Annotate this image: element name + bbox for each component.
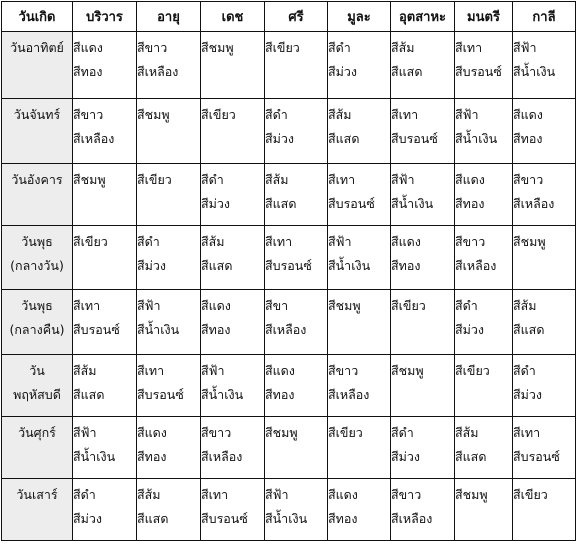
color-label: สีฟ้า [73, 425, 97, 440]
color-label: สีเหลือง [513, 196, 555, 211]
color-cell [73, 290, 137, 355]
color-cell [455, 32, 513, 99]
color-label: สีเหลือง [73, 131, 115, 146]
color-cell [513, 290, 576, 355]
color-cell [391, 32, 455, 99]
color-label: สีชมพู [73, 172, 106, 187]
color-label: สีแสด [328, 131, 360, 146]
color-cell [201, 355, 265, 417]
color-cell [391, 226, 455, 290]
color-cell [328, 417, 391, 479]
color-label: สีแดง [328, 487, 358, 502]
day-label: (กลางวัน) [10, 258, 64, 273]
day-label: วันจันทร์ [13, 107, 61, 122]
day-label: วันอาทิตย์ [10, 40, 64, 55]
color-label: สีน้ำเงิน [391, 196, 434, 211]
color-label: สีขาว [137, 40, 168, 55]
color-label: สีแสด [73, 387, 105, 402]
color-label: สีแดง [265, 363, 295, 378]
header-boriwan: บริวาร [73, 2, 137, 32]
header-montri: มนตรี [455, 2, 513, 32]
table-row [2, 164, 576, 226]
color-cell [328, 32, 391, 99]
header-utsaha: อุตสาหะ [391, 2, 455, 32]
color-label: สีทอง [137, 449, 167, 464]
color-cell [328, 164, 391, 226]
day-label: (กลางคืน) [9, 322, 65, 337]
color-label: สีบรอนซ์ [73, 322, 120, 337]
color-label: สีทอง [73, 64, 103, 79]
color-cell [137, 479, 201, 541]
color-cell [265, 355, 328, 417]
color-label: สีแดง [455, 172, 485, 187]
color-cell [455, 164, 513, 226]
color-cell [201, 226, 265, 290]
color-cell [201, 417, 265, 479]
color-label: สีชมพู [391, 363, 424, 378]
color-cell [201, 32, 265, 99]
day-label: วันพุธ [21, 234, 53, 249]
color-label: สีฟ้า [201, 363, 225, 378]
color-label: สีบรอนซ์ [137, 387, 184, 402]
color-label: สีเขียว [137, 172, 172, 187]
color-label: สีฟ้า [265, 487, 289, 502]
color-label: สีเทา [73, 298, 101, 313]
color-cell [391, 290, 455, 355]
table-row [2, 417, 576, 479]
table-row [2, 479, 576, 541]
color-label: สีแสด [265, 196, 297, 211]
color-label: สีขาว [455, 234, 486, 249]
color-label: สีส้ม [328, 107, 352, 122]
color-cell [265, 32, 328, 99]
color-label: สีดำ [513, 363, 536, 378]
color-label: สีแดง [73, 40, 103, 55]
color-cell [265, 99, 328, 164]
color-label: สีดำ [265, 107, 288, 122]
color-label: สีดำ [391, 425, 414, 440]
header-det: เดช [201, 2, 265, 32]
color-cell [265, 479, 328, 541]
color-cell [265, 290, 328, 355]
color-cell [328, 479, 391, 541]
color-label: สีขาว [513, 172, 544, 187]
color-cell [201, 164, 265, 226]
color-label: สีดำ [201, 172, 224, 187]
color-label: สีส้ม [73, 363, 97, 378]
color-label: สีเทา [201, 487, 229, 502]
color-label: สีเขียว [328, 425, 363, 440]
color-label: สีม่วง [391, 449, 420, 464]
color-cell [201, 479, 265, 541]
color-label: สีบรอนซ์ [455, 64, 502, 79]
color-label: สีน้ำเงิน [201, 387, 244, 402]
day-cell [2, 290, 73, 355]
color-cell [455, 479, 513, 541]
day-label: พฤหัสบดี [13, 387, 61, 402]
color-label: สีขา [265, 298, 289, 313]
color-label: สีบรอนซ์ [265, 258, 312, 273]
color-cell [73, 417, 137, 479]
color-label: สีม่วง [73, 511, 102, 526]
header-ayu: อายุ [137, 2, 201, 32]
color-label: สีแสด [137, 511, 169, 526]
color-label: สีเทา [137, 363, 165, 378]
day-label: วันอังคาร [11, 172, 63, 187]
color-label: สีเหลือง [265, 322, 307, 337]
color-label: สีเทา [265, 234, 293, 249]
color-label: สีบรอนซ์ [513, 449, 560, 464]
birthday-color-table [1, 1, 576, 541]
color-label: สีชมพู [201, 40, 234, 55]
day-cell [2, 417, 73, 479]
color-cell [137, 99, 201, 164]
color-label: สีน้ำเงิน [265, 511, 308, 526]
color-label: สีม่วง [137, 258, 166, 273]
color-label: สีส้ม [391, 40, 415, 55]
color-label: สีส้ม [137, 487, 161, 502]
color-label: สีบรอนซ์ [328, 196, 375, 211]
color-label: สีส้ม [265, 172, 289, 187]
color-cell [328, 99, 391, 164]
color-cell [513, 479, 576, 541]
color-label: สีน้ำเงิน [328, 258, 371, 273]
color-label: สีเหลือง [201, 449, 243, 464]
table-row [2, 99, 576, 164]
color-cell [73, 226, 137, 290]
color-cell [391, 417, 455, 479]
color-label: สีน้ำเงิน [455, 131, 498, 146]
color-label: สีเขียว [265, 40, 300, 55]
color-label: สีม่วง [265, 131, 294, 146]
color-label: สีเขียว [73, 234, 108, 249]
color-cell [328, 355, 391, 417]
color-label: สีน้ำเงิน [137, 322, 180, 337]
color-cell [137, 355, 201, 417]
color-label: สีแสด [201, 258, 233, 273]
color-cell [513, 164, 576, 226]
color-cell [455, 417, 513, 479]
color-label: สีชมพู [328, 298, 361, 313]
color-label: สีม่วง [455, 322, 484, 337]
table-row [2, 226, 576, 290]
color-label: สีแสด [513, 322, 545, 337]
color-cell [137, 32, 201, 99]
color-label: สีขาว [201, 425, 232, 440]
color-label: สีม่วง [201, 196, 230, 211]
color-label: สีฟ้า [137, 298, 161, 313]
color-label: สีส้ม [201, 234, 225, 249]
color-cell [513, 417, 576, 479]
color-label: สีดำ [137, 234, 160, 249]
color-cell [201, 99, 265, 164]
color-cell [265, 417, 328, 479]
color-cell [73, 32, 137, 99]
color-cell [391, 99, 455, 164]
color-label: สีทอง [328, 511, 358, 526]
color-label: สีทอง [265, 387, 295, 402]
day-label: วันศุกร์ [18, 425, 56, 440]
color-label: สีทอง [391, 258, 421, 273]
color-label: สีแดง [201, 298, 231, 313]
day-cell [2, 479, 73, 541]
table-row [2, 355, 576, 417]
color-cell [455, 290, 513, 355]
color-label: สีเขียว [201, 107, 236, 122]
header-row [2, 2, 576, 32]
color-cell [513, 32, 576, 99]
color-label: สีฟ้า [455, 107, 479, 122]
color-cell [391, 355, 455, 417]
color-label: สีเหลือง [391, 511, 433, 526]
color-label: สีแดง [137, 425, 167, 440]
table-row [2, 290, 576, 355]
color-cell [328, 226, 391, 290]
color-label: สีม่วง [328, 64, 357, 79]
color-label: สีเหลือง [455, 258, 497, 273]
color-cell [73, 164, 137, 226]
color-cell [455, 226, 513, 290]
color-label: สีเขียว [391, 298, 426, 313]
color-label: สีเทา [513, 425, 541, 440]
day-cell [2, 226, 73, 290]
color-label: สีชมพู [513, 234, 546, 249]
color-label: สีขาว [391, 487, 422, 502]
table-row [2, 32, 576, 99]
color-label: สีทอง [455, 196, 485, 211]
color-label: สีฟ้า [513, 40, 537, 55]
color-cell [391, 164, 455, 226]
color-cell [265, 226, 328, 290]
color-cell [455, 355, 513, 417]
color-label: สีเหลือง [137, 64, 179, 79]
color-cell [391, 479, 455, 541]
day-cell [2, 164, 73, 226]
day-cell [2, 355, 73, 417]
color-label: สีแสด [391, 64, 423, 79]
color-cell [513, 99, 576, 164]
color-cell [455, 99, 513, 164]
day-label: วันเสาร์ [16, 487, 58, 502]
color-cell [73, 99, 137, 164]
color-cell [328, 290, 391, 355]
color-label: สีทอง [201, 322, 231, 337]
color-cell [137, 226, 201, 290]
day-cell [2, 99, 73, 164]
color-label: สีชมพู [137, 107, 170, 122]
color-label: สีขาว [73, 107, 104, 122]
color-cell [73, 479, 137, 541]
color-label: สีฟ้า [328, 234, 352, 249]
color-label: สีส้ม [513, 298, 537, 313]
color-label: สีชมพู [265, 425, 298, 440]
color-label: สีชมพู [455, 487, 488, 502]
color-label: สีส้ม [455, 425, 479, 440]
color-label: สีเขียว [513, 487, 548, 502]
color-label: สีบรอนซ์ [391, 131, 438, 146]
color-label: สีแดง [391, 234, 421, 249]
color-label: สีเทา [455, 40, 483, 55]
color-label: สีบรอนซ์ [201, 511, 248, 526]
color-cell [137, 417, 201, 479]
day-label: วันพุธ [21, 298, 53, 313]
color-label: สีดำ [455, 298, 478, 313]
color-cell [137, 164, 201, 226]
color-cell [137, 290, 201, 355]
color-label: สีดำ [328, 40, 351, 55]
header-kali: กาลี [513, 2, 576, 32]
color-cell [73, 355, 137, 417]
color-label: สีฟ้า [391, 172, 415, 187]
color-label: สีเหลือง [328, 387, 370, 402]
color-cell [201, 290, 265, 355]
color-label: สีแสด [455, 449, 487, 464]
color-cell [513, 226, 576, 290]
color-label: สีดำ [73, 487, 96, 502]
color-label: สีทอง [513, 131, 543, 146]
color-label: สีเทา [391, 107, 419, 122]
color-cell [265, 164, 328, 226]
color-label: สีเทา [328, 172, 356, 187]
day-cell [2, 32, 73, 99]
header-sri: ศรี [265, 2, 328, 32]
color-label: สีม่วง [513, 387, 542, 402]
color-label: สีน้ำเงิน [513, 64, 556, 79]
header-birthday: วันเกิด [2, 2, 73, 32]
day-label: วัน [29, 363, 45, 378]
color-label: สีขาว [328, 363, 359, 378]
color-label: สีแดง [513, 107, 543, 122]
color-cell [513, 355, 576, 417]
header-mula: มูละ [328, 2, 391, 32]
color-label: สีน้ำเงิน [73, 449, 116, 464]
color-label: สีเขียว [455, 363, 490, 378]
